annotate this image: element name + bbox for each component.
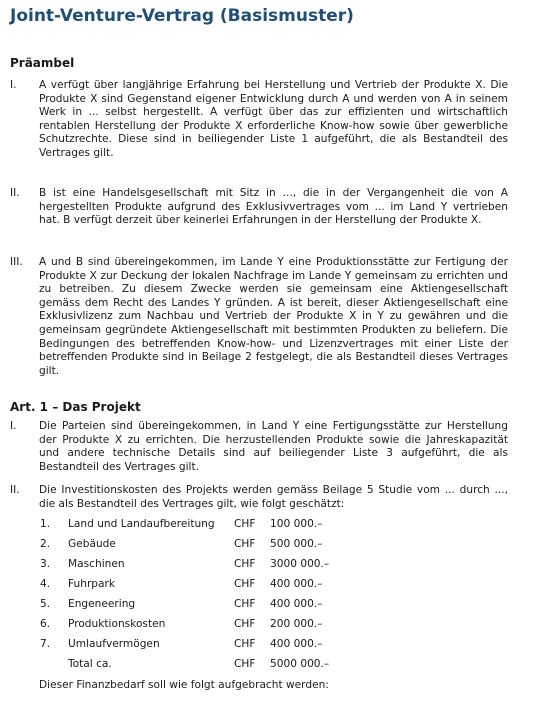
cost-label: Produktionskosten — [68, 618, 166, 630]
cost-amount: 200 000.– — [270, 618, 323, 630]
cost-currency: CHF — [234, 578, 256, 590]
cost-number: 3. — [40, 558, 51, 570]
financing-note: Dieser Finanzbedarf soll wie folgt aufgebracht werden: — [39, 679, 329, 691]
cost-number: 2. — [40, 538, 51, 550]
cost-label: Umlaufvermögen — [68, 638, 160, 650]
cost-number: 4. — [40, 578, 51, 590]
item-text: A verfügt über langjährige Erfahrung bei Herstellung und Vertrieb der Produkte X. Die Produkte X sind Gegenstand eigener Entwicklung durch A und werden von A in seinem Werk in ... selbst hergestellt. A verfügt über das zur effizienten und wirtschaftlich rentablen Herstellung der Produkte X erforderliche Know-how sowie über gewerbliche Schutzrechte. Diese sind in beiliegender Liste 1 aufgeführt, die als Bestandteil des Vertrages gilt. — [39, 79, 508, 159]
cost-label: Fuhrpark — [68, 578, 116, 590]
item-number: I. — [10, 420, 17, 432]
preamble-item-3 — [10, 256, 508, 378]
cost-label: Gebäude — [68, 538, 116, 550]
preamble-item-2 — [10, 187, 508, 228]
document-title: Joint-Venture-Vertrag (Basismuster) — [10, 6, 354, 26]
item-number: II. — [10, 187, 20, 199]
cost-amount: 500 000.– — [270, 538, 323, 550]
cost-number: 6. — [40, 618, 51, 630]
item-text: B ist eine Handelsgesellschaft mit Sitz in ..., die in der Vergangenheit die von A hergestellten Produkte aufgrund des Exklusivvertrages vom ... im Land Y vertrieben hat. B verfügt derzeit über keinerlei Erfahrungen in der Herstellung der Produkte X. — [39, 187, 508, 227]
cost-label: Maschinen — [68, 558, 125, 570]
cost-label: Land und Landaufbereitung — [68, 518, 215, 530]
cost-amount: 3000 000.– — [270, 558, 330, 570]
cost-currency: CHF — [234, 518, 256, 530]
item-number: II. — [10, 484, 20, 496]
cost-amount: 400 000.– — [270, 578, 323, 590]
cost-amount: 400 000.– — [270, 598, 323, 610]
cost-currency: CHF — [234, 618, 256, 630]
cost-amount: 400 000.– — [270, 638, 323, 650]
item-text: Die Parteien sind übereingekommen, in Land Y eine Fertigungsstätte zur Herstellung der Produkte X zu errichten. Die herzustellenden Produkte sowie die Jahreskapazität und andere technische Details sind auf beiliegender Liste 3 aufgeführt, die als Bestandteil des Vertrages gilt. — [39, 420, 508, 473]
cost-currency: CHF — [234, 638, 256, 650]
cost-number: 5. — [40, 598, 51, 610]
total-amount: 5000 000.– — [270, 658, 330, 670]
item-text: A und B sind übereingekommen, im Lande Y eine Produktionsstätte zur Fertigung der Produkte X zur Deckung der lokalen Nachfrage im Lande Y gemeinsam zu errichten und zu betreiben. Zu diesem Zwecke werden sie gemeinsam eine Aktiengesellschaft gemäss dem Recht des Landes Y gründen. A ist bereit, dieser Aktiengesellschaft eine Exklusivlizenz zum Nachbau und Vertrieb der Produkte X in Y zu gewähren und die gemeinsam gegründete Aktiengesellschaft mit bestimmten Produkten zu beliefern. Die Bedingungen des betreffenden Know-how- und Lizenzvertrages mit einer Liste der betreffenden Produkte sind in Beilage 2 festgelegt, die als Bestandteil dieses Vertrages gilt. — [39, 256, 508, 377]
cost-currency: CHF — [234, 558, 256, 570]
article1-heading: Art. 1 – Das Projekt — [10, 400, 141, 414]
item-text: Die Investitionskosten des Projekts werden gemäss Beilage 5 Studie vom ... durch ..., die als Bestandteil des Vertrages gilt, wie folgt geschätzt: — [39, 484, 508, 510]
cost-number: 7. — [40, 638, 51, 650]
article1-item-1 — [10, 420, 508, 474]
item-number: III. — [10, 256, 23, 268]
total-label: Total ca. — [68, 658, 112, 670]
preamble-item-1 — [10, 79, 508, 161]
article1-item-2 — [10, 484, 508, 511]
preamble-heading: Präambel — [10, 56, 75, 70]
cost-amount: 100 000.– — [270, 518, 323, 530]
cost-currency: CHF — [234, 598, 256, 610]
cost-label: Engeneering — [68, 598, 136, 610]
cost-number: 1. — [40, 518, 51, 530]
cost-currency: CHF — [234, 538, 256, 550]
item-number: I. — [10, 79, 17, 91]
total-currency: CHF — [234, 658, 256, 670]
